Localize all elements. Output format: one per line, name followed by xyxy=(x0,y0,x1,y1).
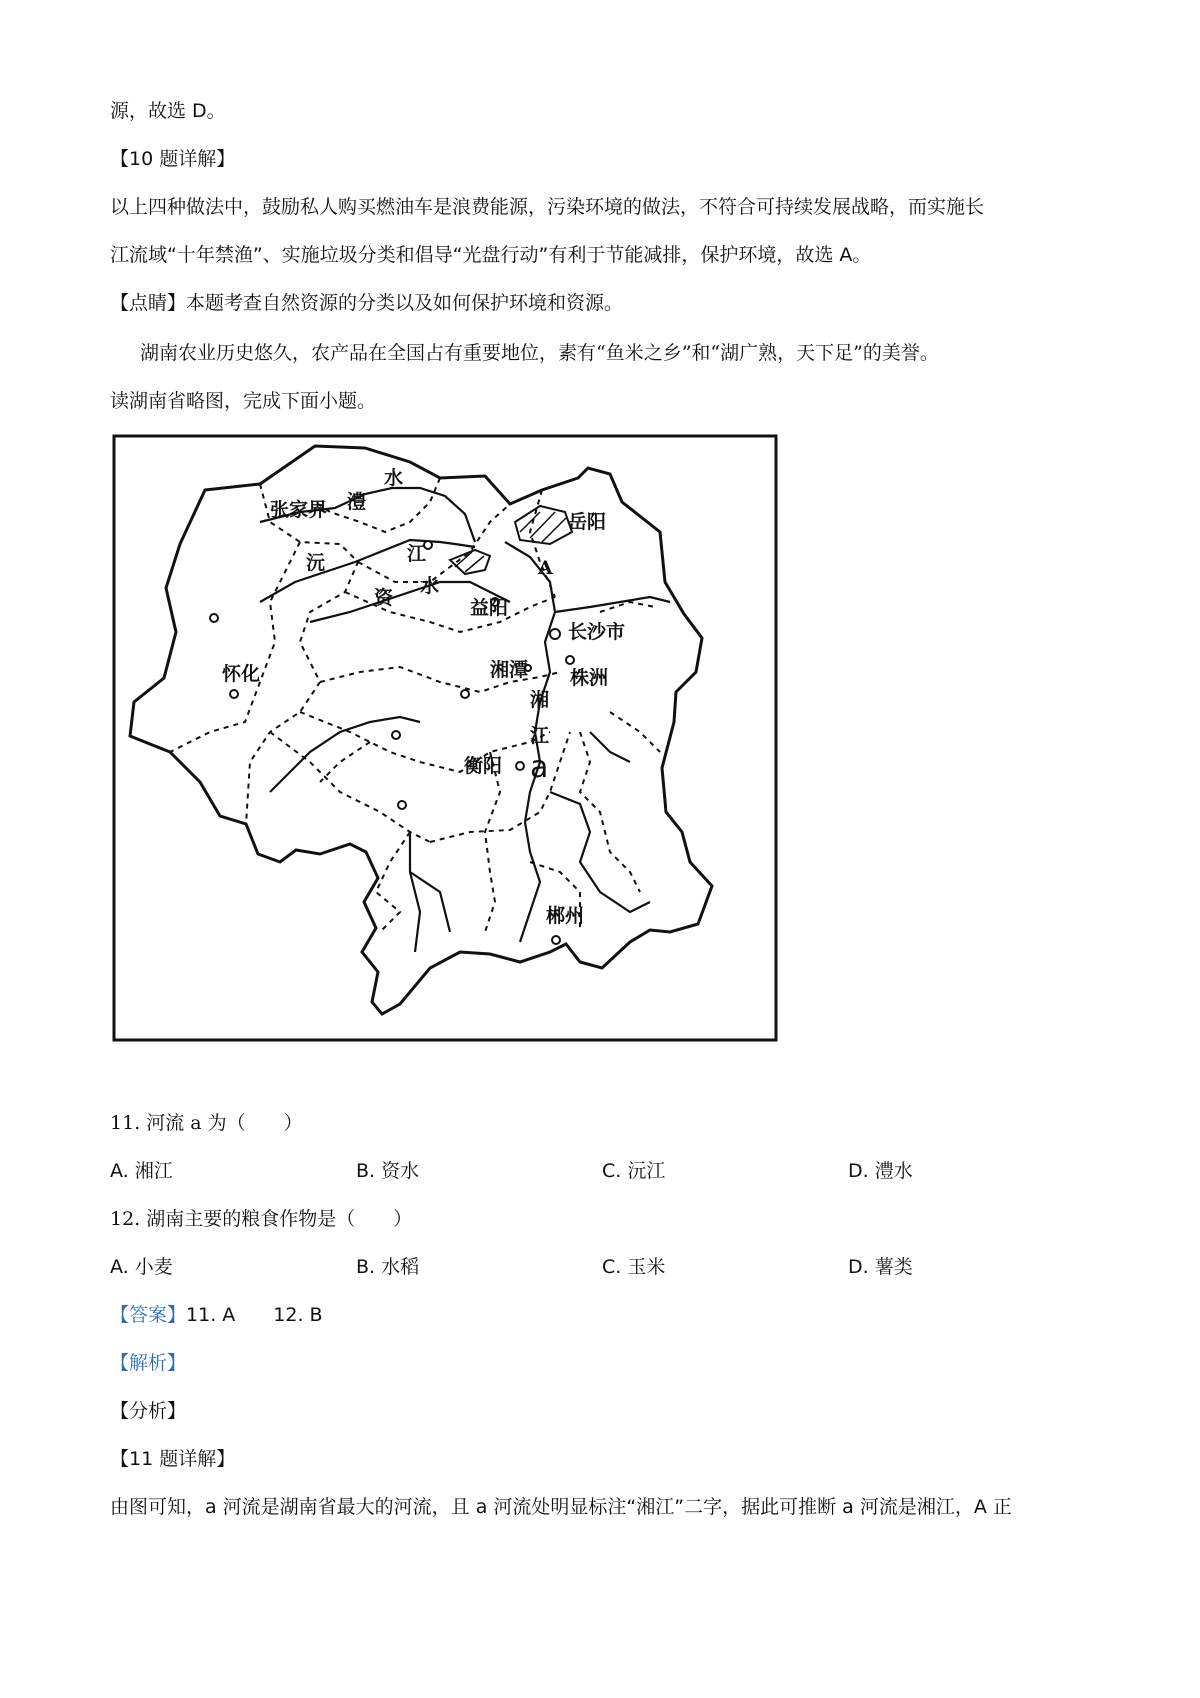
q12-option-c: C. 玉米 xyxy=(602,1256,666,1278)
question-12-stem: 12. 湖南主要的粮食作物是（ ） xyxy=(110,1208,413,1230)
label-xiangjiang-1: 湘 xyxy=(530,689,550,711)
city-marker-middle xyxy=(461,690,469,698)
q11-option-b: B. 资水 xyxy=(356,1160,420,1182)
city-marker-south xyxy=(398,801,406,809)
city-marker-west xyxy=(210,614,218,622)
label-yueyang: 岳阳 xyxy=(568,511,607,533)
label-hengyang: 衡阳 xyxy=(464,755,503,777)
label-yuanjiang-2: 江 xyxy=(407,543,427,565)
text-line-1: 源，故选 D。 xyxy=(110,100,226,122)
dianjing-line: 【点睛】本题考查自然资源的分类以及如何保护环境和资源。 xyxy=(110,292,624,314)
section-heading-11: 【11 题详解】 xyxy=(110,1448,236,1470)
label-river-a: a xyxy=(530,750,549,785)
label-chenzhou: 郴州 xyxy=(546,905,585,927)
label-zishui-1: 资 xyxy=(374,587,394,609)
q12-option-d: D. 薯类 xyxy=(848,1256,913,1278)
q12-option-b: B. 水稻 xyxy=(356,1256,420,1278)
label-zhuzhou: 株洲 xyxy=(570,667,609,689)
label-zishui-2: 水 xyxy=(420,575,440,597)
city-marker-chenzhou xyxy=(552,936,560,944)
q11-option-c: C. 沅江 xyxy=(602,1160,666,1182)
label-lishui-1: 澧 xyxy=(347,491,367,513)
label-yuanjiang-1: 沅 xyxy=(306,552,326,574)
label-lishui-2: 水 xyxy=(384,467,404,489)
answer-text: 11. A 12. B xyxy=(186,1304,323,1326)
label-zhangjiajie: 张家界 xyxy=(270,499,328,521)
answer-tag: 【答案】 xyxy=(110,1304,187,1326)
city-marker-loudi xyxy=(392,731,400,739)
intro-instruction: 读湖南省略图，完成下面小题。 xyxy=(110,390,377,412)
intro-paragraph: 湖南农业历史悠久，农产品在全国占有重要地位，素有“鱼米之乡”和“湖广熟，天下足”的美誉。 xyxy=(140,342,939,364)
answer-line xyxy=(110,1302,323,1328)
city-marker-huaihua xyxy=(230,690,238,698)
label-point-A: A xyxy=(538,557,553,579)
city-marker-zhuzhou xyxy=(566,656,574,664)
q11-option-a: A. 湘江 xyxy=(110,1160,173,1182)
q11-option-d: D. 澧水 xyxy=(848,1160,913,1182)
section-heading-10: 【10 题详解】 xyxy=(110,148,236,170)
label-yiyang: 益阳 xyxy=(470,597,509,619)
text-line-3: 以上四种做法中，鼓励私人购买燃油车是浪费能源，污染环境的做法，不符合可持续发展战略，而实施长 xyxy=(110,196,985,218)
text-line-4: 江流域“十年禁渔”、实施垃圾分类和倡导“光盘行动”有利于节能减排，保护环境，故选 A。 xyxy=(110,244,872,266)
hunan-province-map xyxy=(110,432,780,1044)
city-marker-changsha xyxy=(550,629,560,639)
label-xiangtan: 湘潭 xyxy=(490,659,529,681)
jiexi-tag: 【解析】 xyxy=(110,1352,187,1374)
label-xiangjiang-2: 江 xyxy=(530,725,550,747)
label-huaihua: 怀化 xyxy=(222,663,261,685)
label-changsha: 长沙市 xyxy=(568,621,626,643)
question-11-stem: 11. 河流 a 为（ ） xyxy=(110,1112,303,1134)
city-marker-hengyang xyxy=(516,762,524,770)
fenxi-tag: 【分析】 xyxy=(110,1400,187,1422)
q11-explanation: 由图可知，a 河流是湖南省最大的河流，且 a 河流处明显标注“湘江”二字，据此可推断 a 河流是湘江，A 正 xyxy=(110,1496,1012,1518)
q12-option-a: A. 小麦 xyxy=(110,1256,173,1278)
